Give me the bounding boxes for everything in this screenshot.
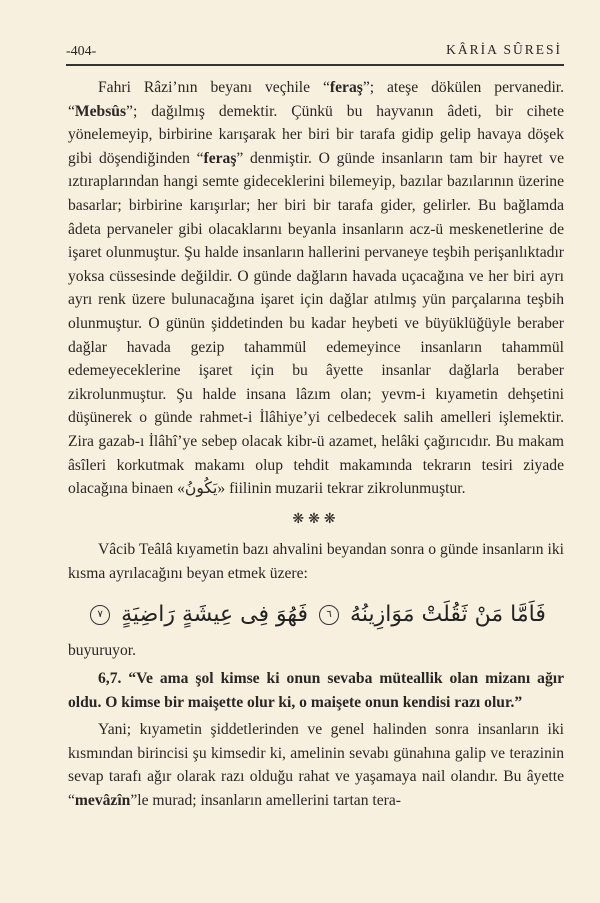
ayah-part-2: فَهُوَ فِى عِيشَةٍ رَاضِيَةٍ xyxy=(121,602,309,628)
paragraph-feras: Fahri Râzi’nın beyanı veçhile “feraş”; ateşe dökülen pervanedir. “Mebsûs”; dağılmış demektir. Çünkü bu hayvanın âdeti, bir cihete yönelemeyip, birbirine karışarak her biri bir tarafa gidip gelip havaya döşek gibi döşendiğinden “feraş” denmiştir. O günde insanların tam bir hayret ve ıztıraplarından hangi semte gideceklerini bilemeyip, bazılar bazılarının üzerine basarlar; birbirine karışırlar; her biri bir tarafa gider, gelirler. Bu bağlamda âdeta pervaneler gibi olacaklarını beyanla insanların acz-ü meskenetlerine de işaret olunmuştur. Şu halde insanların hallerini pervaneye teşbih perişanlıktadır yoksa cüssesinde değildir. O günde dağların havada uçacağına ve her biri ayrı ayrı renk üzere bulunacağına işaret için dağlar atılmış yün parçalarına teşbih olunmuştur. O günün şiddetinden bu kadar heybeti ve büyüklüğüyle beraber dağlar havada gezip tahammül edemeyince insanların tahammül edemeyeceklerine işaret için bu âyette insanlar dağlarla beraber zikrolunmuştur. Şu halde insana lâzım olan; yevm-i kıyametin dehşetini düşünerek o günde rahmet-i İlâhiye’yi celbedecek salih amelleri işlemektir. Zira gazab-ı İlâhî’ye sebep olacak kibr-ü azamet, helâki çağırıcıdır. Bu makam âsîleri korkutmak makamı olup tehdit makamında tekrarın tesiri ziyade olacağına binaen «يَكُونُ» fiilinin muzarii tekrar zikrolunmuştur. xyxy=(68,79,565,498)
verse-translation xyxy=(68,667,564,714)
term-feras: feraş xyxy=(329,79,363,96)
ayah-part-1: فَاَمَّا مَنْ ثَقُلَتْ مَوَازِينُهُ xyxy=(350,602,546,628)
section-separator: ❋❋❋ xyxy=(292,511,340,527)
paragraph-commentary: Yani; kıyametin şiddetlerinden ve genel halinden sonra insanların iki kısmından birincisi şu kimsedir ki, amelinin sevabı günahına galip ve terazinin sevap tarafı ağır olarak razı olduğu rahat ve yaşamaya nail olandır. Bu âyette “mevâzîn”le murad; insanların amellerini tartan tera- xyxy=(68,721,564,810)
term-mevazin: mevâzîn xyxy=(74,792,131,810)
translation-text: “Ve ama şol kimse ki onun sevaba müteallik olan mizanı ağır oldu. O kimse bir maişette olur ki, o maişete onun kendisi razı olur.” xyxy=(68,670,564,711)
term-feras-2: feraş xyxy=(203,149,237,167)
running-head: KÂRİA SÛRESİ xyxy=(446,42,562,57)
quran-verse xyxy=(68,595,564,635)
page-number: -404- xyxy=(66,44,97,59)
verse-number: 6,7. xyxy=(98,670,122,688)
page-header xyxy=(66,36,564,66)
ayah-number-marker: ٦ xyxy=(319,605,339,625)
page-body xyxy=(68,76,564,813)
paragraph-intro: Vâcib Teâlâ kıyametin bazı ahvalini beyandan sonra o günde insanların iki kısma ayrılacağını beyan etmek üzere: xyxy=(68,541,564,582)
arabic-word-yekunu: يَكُونُ xyxy=(184,479,218,498)
ayah-number-marker: ٧ xyxy=(90,605,110,625)
term-mebsus: Mebsûs xyxy=(74,102,127,120)
paragraph-buyuruyor: buyuruyor. xyxy=(68,642,137,660)
